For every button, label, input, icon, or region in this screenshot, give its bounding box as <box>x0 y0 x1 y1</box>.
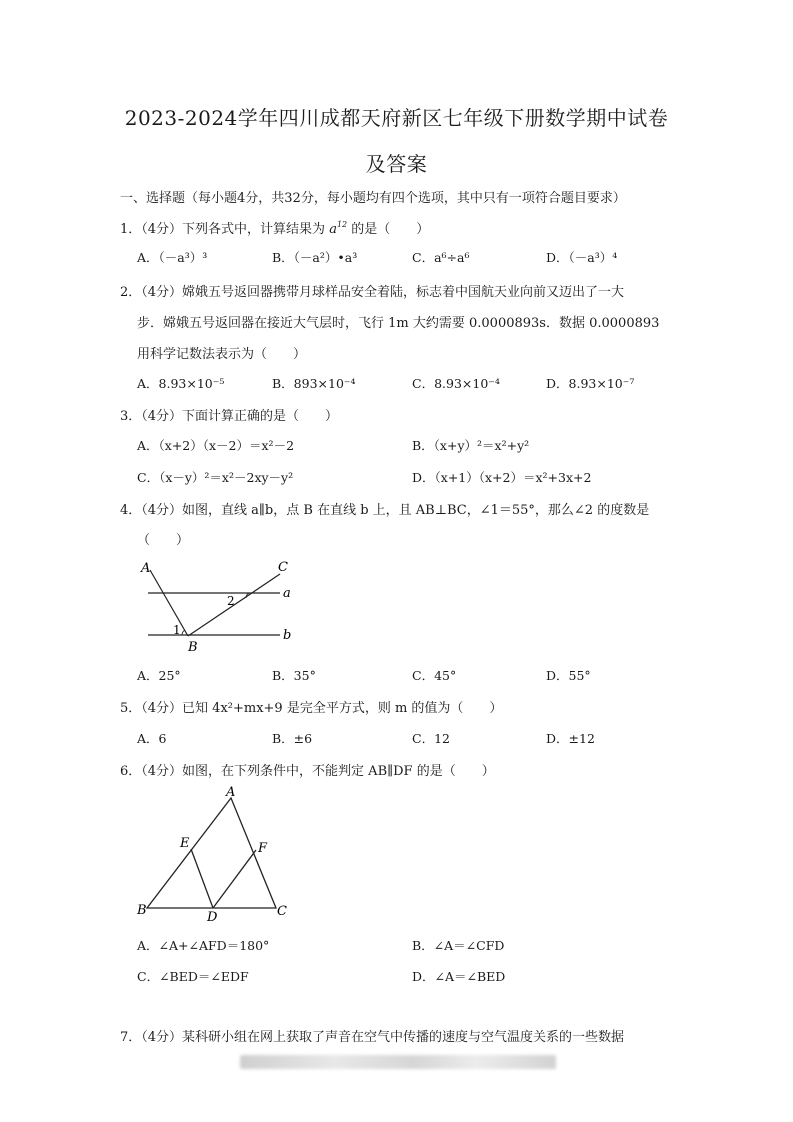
question-1-stem <box>120 218 429 237</box>
label-point-e: E <box>180 836 190 851</box>
angle-1-arc <box>182 630 185 635</box>
question-4-option-d: D．55° <box>546 668 591 683</box>
question-1-option-b: B．（－a²）•a³ <box>272 250 358 265</box>
question-1-option-c: C．a⁶÷a⁶ <box>412 250 470 265</box>
label-line-a: a <box>283 586 291 601</box>
question-5-stem: 5．（4分）已知 4x²+mx+9 是完全平方式，则 m 的值为（ ） <box>120 701 503 716</box>
segment-ed <box>191 849 213 908</box>
label-point-f: F <box>258 841 268 856</box>
question-6-figure <box>133 784 293 924</box>
question-2-option-b: B．893×10⁻⁴ <box>272 376 356 391</box>
question-3-option-d: D．（x+1）（x+2）＝x²+3x+2 <box>412 470 592 485</box>
label-angle-1: 1 <box>173 623 181 637</box>
segment-df <box>213 850 256 908</box>
question-1-option-a: A．（－a³）³ <box>137 250 208 265</box>
question-6-option-d: D．∠A＝∠BED <box>412 969 506 984</box>
question-4-figure <box>130 556 305 656</box>
question-6-option-c: C．∠BED＝∠EDF <box>137 969 249 984</box>
question-2-option-d: D．8.93×10⁻⁷ <box>546 376 635 391</box>
blurred-footer <box>240 1055 556 1069</box>
question-6-option-b: B．∠A＝∠CFD <box>412 938 505 953</box>
section-heading: 一、选择题（每小题4分，共32分，每小题均有四个选项，其中只有一项符合题目要求） <box>120 191 626 206</box>
question-4-stem-line-2: （ ） <box>137 533 190 548</box>
label-point-a: A <box>226 785 236 800</box>
question-1-stem-start: 1．（4分）下列各式中，计算结果为 <box>120 222 326 237</box>
question-6-stem: 6．（4分）如图，在下列条件中，不能判定 AB∥DF 的是（ ） <box>120 764 495 779</box>
question-3-stem: 3．（4分）下面计算正确的是（ ） <box>120 409 339 424</box>
label-point-b: B <box>137 903 147 918</box>
page-title: 2023-2024学年四川成都天府新区七年级下册数学期中试卷 <box>124 106 669 130</box>
question-5-option-a: A．6 <box>137 731 167 746</box>
question-1-stem-end: 的是（ ） <box>351 222 430 237</box>
question-3-option-b: B．（x+y）²＝x²+y² <box>412 438 530 453</box>
question-1-option-d: D．（－a³）⁴ <box>546 250 618 265</box>
question-2-stem-line-1: 2．（4分）嫦娥五号返回器携带月球样品安全着陆，标志着中国航天业向前又迈出了一大 <box>120 285 625 300</box>
question-5-option-c: C．12 <box>412 731 450 746</box>
label-line-b: b <box>283 628 292 643</box>
question-4-option-c: C．45° <box>412 668 457 683</box>
label-point-b: B <box>188 640 198 655</box>
question-4-option-b: B．35° <box>272 668 316 683</box>
label-point-c: C <box>278 560 288 575</box>
question-1-expression: $a^{12}$ <box>329 220 348 237</box>
question-7-stem-line-1: 7．（4分）某科研小组在网上获取了声音在空气中传播的速度与空气温度关系的一些数据 <box>120 1030 625 1045</box>
question-5-option-d: D．±12 <box>546 731 595 746</box>
label-point-c: C <box>277 904 287 919</box>
segment-ab <box>150 570 188 636</box>
question-2-option-c: C．8.93×10⁻⁴ <box>412 376 500 391</box>
question-2-option-a: A．8.93×10⁻⁵ <box>137 376 225 391</box>
label-point-a: A <box>141 561 151 576</box>
question-6-option-a: A．∠A+∠AFD＝180° <box>137 938 270 953</box>
question-2-stem-line-2: 步．嫦娥五号返回器在接近大气层时，飞行 1m 大约需要 0.0000893s．数据 0.0000893 <box>137 316 660 331</box>
label-point-d: D <box>207 910 218 924</box>
label-angle-2: 2 <box>227 594 235 608</box>
question-5-option-b: B．±6 <box>272 731 313 746</box>
triangle-abc <box>147 798 276 908</box>
question-4-option-a: A．25° <box>137 668 181 683</box>
page-title-continued: 及答案 <box>365 152 428 176</box>
question-2-stem-line-3: 用科学记数法表示为（ ） <box>137 347 307 362</box>
question-3-option-c: C．（x－y）²＝x²－2xy－y² <box>137 470 294 485</box>
question-4-stem-line-1: 4．（4分）如图，直线 a∥b，点 B 在直线 b 上，且 AB⊥BC，∠1＝55°，那么∠2 的度数是 <box>120 503 650 518</box>
question-3-option-a: A．（x+2）（x－2）＝x²－2 <box>137 438 295 453</box>
